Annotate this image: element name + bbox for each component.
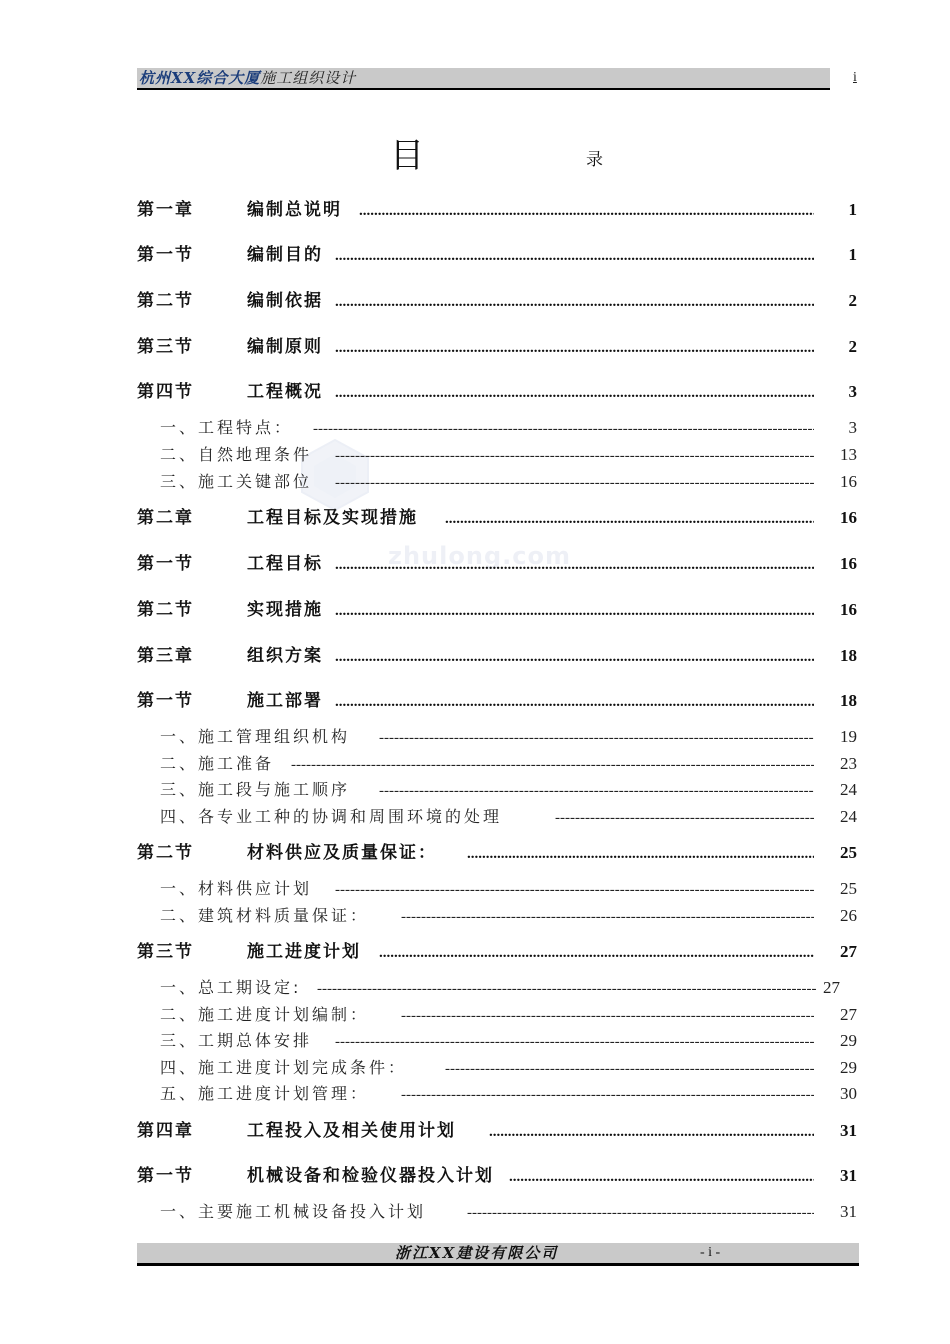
toc-leader-dots bbox=[379, 940, 814, 964]
toc-leader-dashes bbox=[445, 1056, 814, 1080]
toc-entry-page: 16 bbox=[840, 554, 857, 573]
toc-entry[interactable] bbox=[137, 506, 857, 530]
toc-entry-title: 一、主要施工机械设备投入计划 bbox=[160, 1202, 427, 1221]
toc-entry[interactable] bbox=[137, 1029, 857, 1053]
toc-entry-page: 27 bbox=[840, 1005, 857, 1024]
toc-entry-page: 3 bbox=[848, 382, 857, 401]
toc-entry-title: 二、自然地理条件 bbox=[160, 445, 313, 464]
toc-entry-page: 16 bbox=[840, 472, 857, 491]
toc-entry-title: 编制依据 bbox=[247, 291, 323, 311]
toc-entry[interactable] bbox=[137, 380, 857, 404]
toc-entry[interactable] bbox=[137, 805, 857, 829]
toc-entry-title: 四、各专业工种的协调和周围环境的处理 bbox=[160, 807, 503, 826]
toc-entry[interactable] bbox=[137, 552, 857, 576]
toc-entry-title: 工程目标及实现措施 bbox=[247, 508, 418, 528]
toc-entry[interactable] bbox=[137, 443, 857, 467]
toc-entry-label: 第二节 bbox=[137, 843, 194, 863]
toc-entry[interactable] bbox=[137, 1164, 857, 1188]
header-title-sub: 施工组织设计 bbox=[260, 69, 357, 87]
toc-leader-dashes bbox=[335, 1029, 814, 1053]
toc-leader-dashes bbox=[467, 1200, 814, 1224]
toc-entry-page: 31 bbox=[840, 1121, 857, 1140]
header-page-number: i bbox=[853, 70, 857, 85]
toc-entry-title: 二、施工准备 bbox=[160, 754, 275, 773]
toc-entry-page: 13 bbox=[840, 445, 857, 464]
toc-entry-title: 工程目标 bbox=[247, 554, 323, 574]
toc-title-part2: 录 bbox=[586, 150, 603, 170]
toc-leader-dots bbox=[335, 289, 814, 313]
toc-entry-label: 第二节 bbox=[137, 600, 194, 620]
toc-leader-dots bbox=[359, 198, 814, 222]
toc-entry-label: 第一节 bbox=[137, 245, 194, 265]
page-header bbox=[137, 68, 830, 90]
header-title-main: 杭州XX综合大厦 bbox=[139, 69, 261, 87]
toc-entry-title: 编制目的 bbox=[247, 245, 323, 265]
toc-entry[interactable] bbox=[137, 940, 857, 964]
toc-entry-title: 一、材料供应计划 bbox=[160, 879, 313, 898]
toc-entry-label: 第一节 bbox=[137, 1166, 194, 1186]
toc-leader-dashes bbox=[401, 1003, 814, 1027]
toc-entry-title: 一、总工期设定: bbox=[160, 978, 302, 997]
toc-entry-page: 1 bbox=[848, 200, 857, 219]
toc-entry-title: 三、施工段与施工顺序 bbox=[160, 780, 351, 799]
toc-leader-dots bbox=[335, 335, 814, 359]
toc-entry-title: 施工进度计划 bbox=[247, 942, 361, 962]
toc-leader-dashes bbox=[555, 805, 814, 829]
toc-leader-dots bbox=[467, 841, 814, 865]
toc-leader-dashes bbox=[335, 470, 814, 494]
toc-leader-dots bbox=[445, 506, 814, 530]
toc-entry-title: 材料供应及质量保证： bbox=[247, 843, 437, 863]
toc-entry-page: 25 bbox=[840, 879, 857, 898]
toc-entry[interactable] bbox=[137, 289, 857, 313]
toc-entry-title: 四、施工进度计划完成条件： bbox=[160, 1058, 408, 1077]
toc-entry-page: 27 bbox=[823, 978, 840, 997]
toc-entry[interactable] bbox=[137, 470, 857, 494]
toc-leader-dashes bbox=[335, 877, 814, 901]
toc-entry-label: 第一节 bbox=[137, 554, 194, 574]
toc-leader-dashes bbox=[313, 416, 814, 440]
toc-entry[interactable] bbox=[137, 1200, 857, 1224]
toc-entry-title: 施工部署 bbox=[247, 691, 323, 711]
toc-entry-label: 第一节 bbox=[137, 691, 194, 711]
toc-title bbox=[0, 128, 950, 176]
toc-entry-title: 二、施工进度计划编制： bbox=[160, 1005, 370, 1024]
toc-entry-title: 二、建筑材料质量保证： bbox=[160, 906, 370, 925]
toc-leader-dots bbox=[335, 552, 814, 576]
toc-entry-page: 18 bbox=[840, 646, 857, 665]
toc-entry-page: 31 bbox=[840, 1202, 857, 1221]
toc-entry-page: 16 bbox=[840, 600, 857, 619]
toc-leader-dashes bbox=[335, 443, 814, 467]
toc-leader-dashes bbox=[401, 1082, 814, 1106]
toc-entry-title: 实现措施 bbox=[247, 600, 323, 620]
toc-entry-title: 三、施工关键部位 bbox=[160, 472, 313, 491]
toc-entry[interactable] bbox=[137, 198, 857, 222]
toc-entry-page: 2 bbox=[848, 291, 857, 310]
toc-leader-dashes bbox=[379, 778, 814, 802]
toc-entry[interactable] bbox=[137, 644, 857, 668]
toc-entry-page: 24 bbox=[840, 780, 857, 799]
toc-entry[interactable] bbox=[137, 1119, 857, 1143]
toc-entry-page: 2 bbox=[848, 337, 857, 356]
toc-entry-page: 31 bbox=[840, 1166, 857, 1185]
toc-entry-page: 30 bbox=[840, 1084, 857, 1103]
toc-entry-page: 23 bbox=[840, 754, 857, 773]
toc-entry-page: 27 bbox=[840, 942, 857, 961]
toc-entry-label: 第三章 bbox=[137, 646, 194, 666]
header-title bbox=[139, 68, 356, 88]
toc-entry-label: 第二章 bbox=[137, 508, 194, 528]
toc-leader-dots bbox=[335, 598, 814, 622]
toc-entry-label: 第四章 bbox=[137, 1121, 194, 1141]
toc-entry[interactable] bbox=[137, 1003, 857, 1027]
footer-company: 浙江XX建设有限公司 bbox=[395, 1244, 559, 1262]
toc-entry-title: 一、施工管理组织机构 bbox=[160, 727, 351, 746]
toc-leader-dashes bbox=[317, 976, 817, 1000]
toc-entry[interactable] bbox=[137, 1082, 857, 1106]
toc-entry-label: 第三节 bbox=[137, 942, 194, 962]
page-footer bbox=[137, 1243, 859, 1266]
toc-entry-title: 工程概况 bbox=[247, 382, 323, 402]
toc-entry-title: 工程投入及相关使用计划 bbox=[247, 1121, 456, 1141]
toc-entry[interactable] bbox=[137, 689, 857, 713]
toc-title-part1: 目 bbox=[390, 136, 424, 176]
toc-leader-dashes bbox=[401, 904, 814, 928]
toc-entry[interactable] bbox=[137, 243, 857, 267]
toc-entry-label: 第一章 bbox=[137, 200, 194, 220]
toc-entry-title: 组织方案 bbox=[247, 646, 323, 666]
toc-entry[interactable] bbox=[137, 1056, 857, 1080]
toc-entry[interactable] bbox=[137, 877, 857, 901]
toc-entry-label: 第二节 bbox=[137, 291, 194, 311]
toc-leader-dots bbox=[509, 1164, 814, 1188]
toc-entry-page: 29 bbox=[840, 1031, 857, 1050]
toc-entry-page: 18 bbox=[840, 691, 857, 710]
toc-entry-title: 三、工期总体安排 bbox=[160, 1031, 313, 1050]
toc-entry-label: 第三节 bbox=[137, 337, 194, 357]
toc-entry-page: 16 bbox=[840, 508, 857, 527]
toc-leader-dots bbox=[489, 1119, 814, 1143]
toc-entry-page: 3 bbox=[848, 418, 857, 437]
toc-entry-page: 25 bbox=[840, 843, 857, 862]
toc-entry[interactable] bbox=[137, 335, 857, 359]
footer-page-number: - i - bbox=[700, 1245, 721, 1260]
toc-entry[interactable] bbox=[137, 841, 857, 865]
toc-leader-dots bbox=[335, 380, 814, 404]
toc-entry-page: 29 bbox=[840, 1058, 857, 1077]
toc-entry[interactable] bbox=[137, 752, 857, 776]
watermark-text: zhulong.com bbox=[388, 542, 571, 570]
toc-leader-dots bbox=[335, 644, 814, 668]
toc-leader-dashes bbox=[379, 725, 814, 749]
toc-entry[interactable] bbox=[137, 416, 857, 440]
toc-entry-title: 一、工程特点： bbox=[160, 418, 294, 437]
toc-leader-dots bbox=[335, 243, 814, 267]
toc-entry-title: 五、施工进度计划管理： bbox=[160, 1084, 370, 1103]
toc-entry-title: 机械设备和检验仪器投入计划 bbox=[247, 1166, 494, 1186]
toc-entry-title: 编制原则 bbox=[247, 337, 323, 357]
toc-entry[interactable] bbox=[137, 725, 857, 749]
toc-entry[interactable] bbox=[137, 976, 857, 1000]
toc-entry[interactable] bbox=[137, 778, 857, 802]
toc-entry[interactable] bbox=[137, 904, 857, 928]
toc-entry-label: 第四节 bbox=[137, 382, 194, 402]
toc-leader-dashes bbox=[291, 752, 814, 776]
toc-entry-page: 26 bbox=[840, 906, 857, 925]
toc-entry-page: 19 bbox=[840, 727, 857, 746]
toc-entry[interactable] bbox=[137, 598, 857, 622]
toc-entry-page: 1 bbox=[848, 245, 857, 264]
toc-leader-dots bbox=[335, 689, 814, 713]
toc-entry-page: 24 bbox=[840, 807, 857, 826]
toc-entry-title: 编制总说明 bbox=[247, 200, 342, 220]
